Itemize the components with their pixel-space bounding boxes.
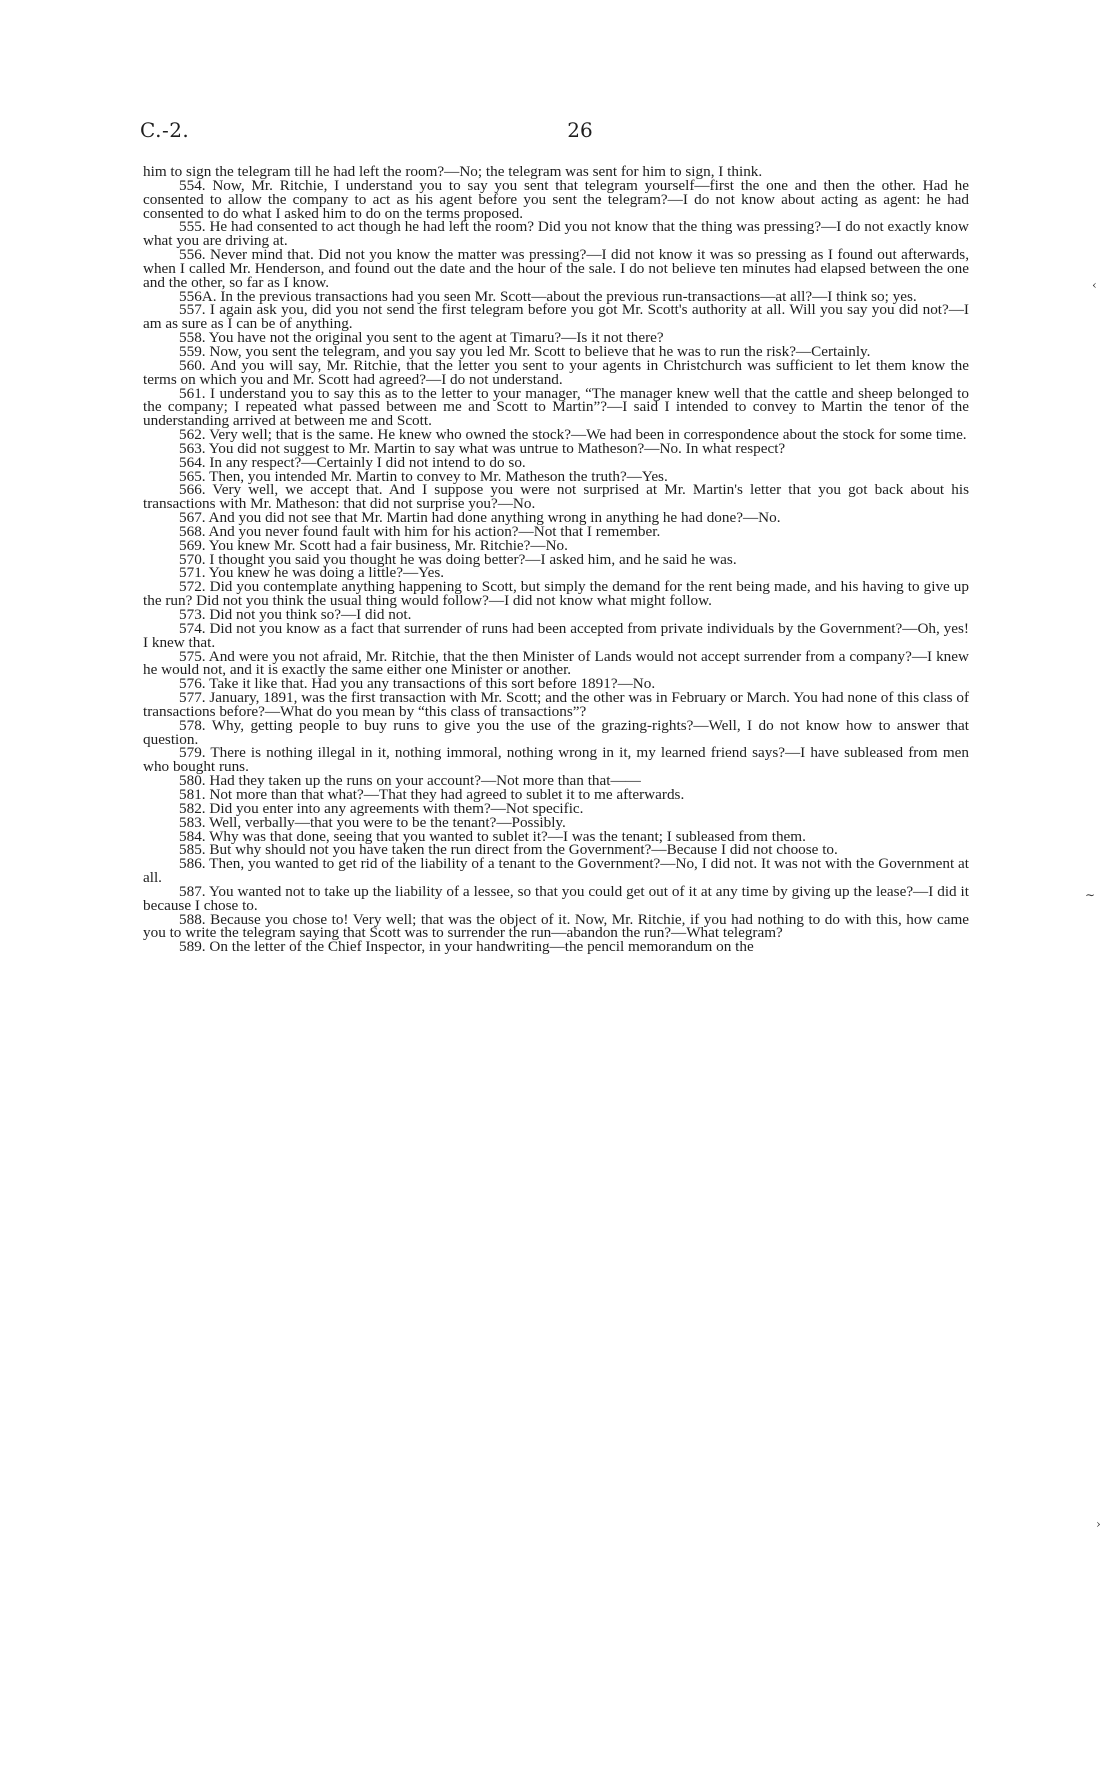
- paragraph: 564. In any respect?—Certainly I did not intend to do so.: [179, 453, 526, 471]
- paragraph: 557. I again ask you, did you not send the first telegram before you got Mr. Scott's authority at all. Will you say you did not?—I am as sure as I can be of anything.: [143, 301, 969, 333]
- paragraph: 570. I thought you said you thought he was doing better?—I asked him, and he said he was.: [179, 550, 737, 568]
- paragraph: 555. He had consented to act though he had left the room? Did you not know that the thing was pressing?—I do not exactly know what you are driving at.: [143, 218, 969, 250]
- paragraph: 554. Now, Mr. Ritchie, I understand you to say you sent that telegram yourself—first the one and then the other. Had he consented to allow the company to act as his agent before you sent the telegram?—I do not know about acting as agent: he had consented to do what I asked him to do on the terms proposed.: [143, 176, 969, 222]
- paragraph: 581. Not more than that what?—That they had agreed to sublet it to me afterwards.: [179, 785, 685, 803]
- paragraph: 585. But why should not you have taken the run direct from the Government?—Because I did not choose to.: [179, 841, 838, 859]
- paragraph: 559. Now, you sent the telegram, and you say you led Mr. Scott to believe that he was to run the risk?—Certainly.: [179, 342, 871, 360]
- paragraph: 586. Then, you wanted to get rid of the liability of a tenant to the Government?—No, I did not. It was not with the Government at all.: [143, 855, 969, 887]
- paragraph: 583. Well, verbally—that you were to be the tenant?—Possibly.: [179, 813, 566, 831]
- paragraph: 587. You wanted not to take up the liability of a lessee, so that you could get out of it at any time by giving up the lease?—I did it because I chose to.: [143, 882, 969, 914]
- paragraph: 589. On the letter of the Chief Inspector, in your handwriting—the pencil memorandum on the: [179, 938, 754, 956]
- margin-speck: ›: [1096, 1517, 1101, 1531]
- paragraph: 575. And were you not afraid, Mr. Ritchie, that the then Minister of Lands would not accept surrender from a company?—I knew he would not, and it is exactly the same either one Minister or another.: [143, 647, 969, 679]
- paragraph: him to sign the telegram till he had left the room?—No; the telegram was sent for him to sign, I think.: [143, 163, 763, 180]
- page-number: 26: [567, 118, 593, 142]
- paragraph: 588. Because you chose to! Very well; that was the object of it. Now, Mr. Ritchie, if you had nothing to do with this, how came you to write the telegram saying that Scott was to surrender the run—abandon the run?—What telegram?: [143, 910, 969, 942]
- page-body: [143, 165, 969, 954]
- paragraph: 576. Take it like that. Had you any transactions of this sort before 1891?—No.: [179, 675, 656, 693]
- page-header: [140, 118, 970, 150]
- paragraph: 568. And you never found fault with him for his action?—Not that I remember.: [179, 522, 661, 540]
- paragraph: 560. And you will say, Mr. Ritchie, that the letter you sent to your agents in Christchurch was sufficient to let them know the terms on which you and Mr. Scott had agreed?—I do not understand.: [143, 356, 969, 388]
- paragraph: 577. January, 1891, was the first transaction with Mr. Scott; and the other was in February or March. You had none of this class of transactions before?—What do you mean by “this class of transactions”?: [143, 689, 969, 720]
- paragraph: 562. Very well; that is the same. He knew who owned the stock?—We had been in correspondence about the stock for some time.: [179, 426, 967, 444]
- paragraph: 565. Then, you intended Mr. Martin to convey to Mr. Matheson the truth?—Yes.: [179, 467, 668, 485]
- paragraph: 556. Never mind that. Did not you know the matter was pressing?—I did not know it was so pressing as I found out afterwards, when I called Mr. Henderson, and found out the date and the hour of the sale. I do not believe ten minutes had elapsed between the one and the other, so far as I know.: [143, 246, 969, 291]
- margin-speck: ∼: [1085, 888, 1096, 902]
- paragraph: 584. Why was that done, seeing that you wanted to sublet it?—I was the tenant; I subleased from them.: [179, 827, 806, 845]
- paragraph: 556A. In the previous transactions had you seen Mr. Scott—about the previous run-transactions—at all?—I think so; yes.: [179, 287, 917, 305]
- paragraph: 573. Did not you think so?—I did not.: [179, 606, 412, 623]
- paragraph: 571. You knew he was doing a little?—Yes.: [179, 564, 445, 582]
- paragraph: 567. And you did not see that Mr. Martin had done anything wrong in anything he had done?—No.: [179, 509, 781, 527]
- paragraph: 574. Did not you know as a fact that surrender of runs had been accepted from private individuals by the Government?—Oh, yes! I knew that.: [143, 619, 969, 651]
- paragraph: 561. I understand you to say this as to the letter to your manager, “The manager knew well that the cattle and sheep belonged to the company; I repeated what passed between me and Scott to Martin”?—I said I intended to convey to Martin the tenor of the understanding arrived at between me and Scott.: [143, 384, 969, 430]
- document-reference: C.-2.: [140, 118, 190, 142]
- paragraph: 569. You knew Mr. Scott had a fair business, Mr. Ritchie?—No.: [179, 536, 568, 554]
- paragraph: 578. Why, getting people to buy runs to give you the use of the grazing-rights?—Well, I do not know how to answer that question.: [143, 716, 969, 748]
- paragraph: 579. There is nothing illegal in it, nothing immoral, nothing wrong in it, my learned friend says?—I have subleased from men who bought runs.: [143, 744, 969, 776]
- paragraph: 563. You did not suggest to Mr. Martin to say what was untrue to Matheson?—No. In what respect?: [179, 439, 786, 457]
- paragraph: 580. Had they taken up the runs on your account?—Not more than that——: [179, 772, 641, 790]
- paragraph: 566. Very well, we accept that. And I suppose you were not surprised at Mr. Martin's letter that you got back about his transactions with Mr. Matheson: that did not surprise you?—No.: [143, 481, 969, 513]
- paragraph: 558. You have not the original you sent to the agent at Timaru?—Is it not there?: [179, 329, 664, 347]
- paragraph: 572. Did you contemplate anything happening to Scott, but simply the demand for the rent being made, and his having to give up the run? Did not you think the usual thing would follow?—I did not know what might follow.: [143, 578, 969, 610]
- margin-speck: ‹: [1092, 278, 1097, 292]
- paragraph: 582. Did you enter into any agreements with them?—Not specific.: [179, 799, 584, 817]
